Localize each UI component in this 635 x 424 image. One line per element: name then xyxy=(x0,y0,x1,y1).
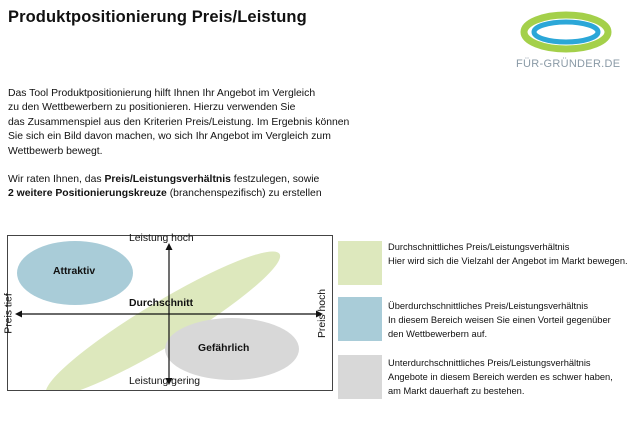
legend-title: Unterdurchschnittliches Preis/Leistungsverhältnis xyxy=(388,358,591,368)
legend-average xyxy=(388,240,635,268)
legend-description: In diesem Bereich weisen Sie einen Vorteil gegenüber xyxy=(388,315,611,325)
legend-below-average xyxy=(388,356,635,398)
intro-line: zu den Wettbewerbern zu positionieren. Hierzu verwenden Sie xyxy=(8,102,296,114)
center-label: Durchschnitt xyxy=(129,298,194,309)
intro-paragraph-1 xyxy=(8,87,408,159)
legend-above-average xyxy=(388,299,635,341)
axis-label-bottom: Leistung gering xyxy=(129,376,201,387)
axis-label-left: Preis tief xyxy=(3,293,15,334)
logo-text: FÜR-GRÜNDER.DE xyxy=(516,58,621,70)
intro-text-part: festzulegen, sowie xyxy=(230,174,320,186)
intro-text xyxy=(8,87,408,202)
intro-text-part: (branchenspezifisch) zu erstellen xyxy=(166,188,322,200)
performance-axis-top-arrow xyxy=(166,243,173,250)
legend-swatch-below-average xyxy=(338,355,382,399)
legend-swatch-above-average xyxy=(338,297,382,341)
attractive-label: Attraktiv xyxy=(53,266,96,277)
intro-bold-part: Preis/Leistungsverhältnis xyxy=(104,174,231,186)
legend-description: Angebote in diesem Bereich werden es schwer haben, xyxy=(388,372,613,382)
diagram-graphic xyxy=(8,236,332,390)
legend-description: Hier wird sich die Vielzahl der Angebot im Markt bewegen. xyxy=(388,256,628,266)
legend-description: den Wettbewerbern auf. xyxy=(388,329,488,339)
page-title: Produktpositionierung Preis/Leistung xyxy=(8,8,307,26)
intro-line: Wettbewerb bewegt. xyxy=(8,145,103,157)
intro-text-part: Wir raten Ihnen, das xyxy=(8,174,105,186)
legend-swatch-average xyxy=(338,241,382,285)
intro-line: das Zusammenspiel aus den Kriterien Preis/Leistung. Im Ergebnis können xyxy=(8,116,350,128)
dangerous-label: Gefährlich xyxy=(198,343,250,354)
intro-bold-part: 2 weitere Positionierungskreuze xyxy=(8,188,167,200)
axis-label-right: Preis hoch xyxy=(317,288,329,339)
legend-title: Überdurchschnittliches Preis/Leistungsverhältnis xyxy=(388,301,588,311)
positioning-diagram xyxy=(3,233,333,391)
axis-label-top: Leistung hoch xyxy=(129,233,194,244)
intro-line: Sie sich ein Bild davon machen, wo sich Ihr Angebot im Vergleich zum xyxy=(8,131,331,143)
intro-line: Das Tool Produktpositionierung hilft Ihnen Ihr Angebot im Vergleich xyxy=(8,88,316,99)
price-axis-left-arrow xyxy=(15,311,22,318)
legend-description: am Markt dauerhaft zu bestehen. xyxy=(388,386,525,396)
legend-title: Durchschnittliches Preis/Leistungsverhältnis xyxy=(388,242,570,252)
intro-paragraph-2 xyxy=(8,173,408,202)
